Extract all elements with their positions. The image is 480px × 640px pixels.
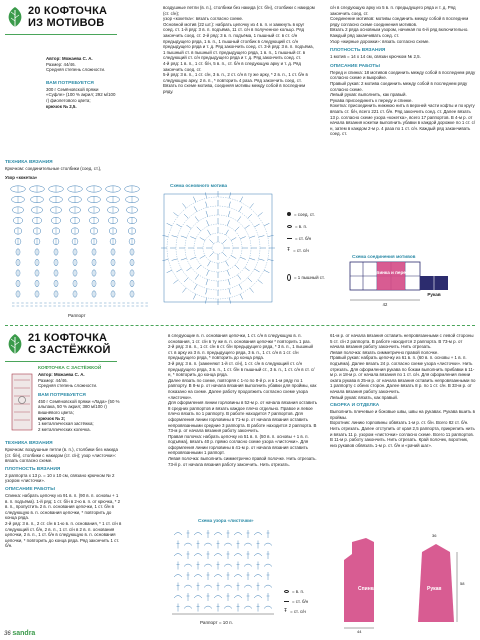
leaf-icon-1 <box>5 6 25 28</box>
motif-diagram <box>160 190 280 308</box>
page-footer: 36 sandra <box>4 630 36 637</box>
tech-text: Крючком: соединительные столбики (соед. ст.), <box>5 166 102 171</box>
svg-text:44: 44 <box>357 629 362 634</box>
article1-title: 20 КОФТОЧКА ИЗ МОТИВОВ <box>28 5 108 29</box>
svg-text:36: 36 <box>432 533 437 538</box>
tech-heading: ТЕХНИКА ВЯЗАНИЯ <box>5 160 53 165</box>
col2-para-1: воздушные петли (в. п.), столбики без накида (ст. б/н), столбики с накидом (ст. с/н); <box>163 5 315 16</box>
scheme-caption: Схема соединения мотивов <box>352 254 416 259</box>
article1-col3: с/н в следующую арку из 5 в. п. предыдущего ряда и т. д. Ряд закончить соед. ст. Соединение мотивов: мотивы соединить между собой в последнем ряду согласно схеме соединения мотивов. Вязать 2 ряда основным узором, начиная по 6-й ряд включительно. Каждый ряд заканчивать соед. ст. Узор «жирные дорожки»: вязать согласно схеме. ПЛОТНОСТЬ ВЯЗАНИЯ 1 мотив = 14 x 14 см, связан крючком № 2,5. ОПИСАНИЕ РАБОТЫ Перед и спинка: 18 мотивов соединить между собой в последнем ряду согласно схеме и выкройке. Правый рукав: 2 мотива соединить между собой в последнем ряду согласно схеме. Левый рукав: выполнить, как правый. Рукава присоединить к переду и спинке. Кокетка: присоединить нижнюю нить в верхней части кофты и по кругу вязать ст. б/н, всего 221 ст. б/н. Ряд закончить соед. ст. Далее вязать 13 р. согласно схеме узора «кокетка», всего 17 раппортов. В 4-м р. от начала вязания кокетки выполнить убавки в каждой дорожке по 1 ст. с/н, затем в каждом 2-м р. 4 раза по 1 ст. с/н. Каждый ряд заканчивать соед. ст. <box>330 5 476 137</box>
clasp-illustration <box>8 372 36 432</box>
article2-col1-lower: ТЕХНИКА ВЯЗАНИЯ Крючком: воздушные петли (в. п.), столбики без накида (ст. б/н), столбики с накидом (ст. с/н); узор «листочки»: вязать согласно схеме. ПЛОТНОСТЬ ВЯЗАНИЯ 2 раппорта x 13 р. = 10 x 10 см, связано крючком № 2 узором «листочки». ОПИСАНИЕ РАБОТЫ Спинка: набрать цепочку из 91 в. п. (90 в. п. основы + 1 в. п. подъёма). 1-й ряд: 1 ст. б/н в 2-ю в. п. от крючка, * 2 в. п., пропустить 2 в. п. основания цепочки, 1 ст. б/н в следующую в. п. основания цепочки, * повторить до конца ряда. 2-й ряд: 3 в. п., 2 ст. с/н в 1-ю в. п. основания, * 1 ст. с/н в следующий ст. б/н, 2 в. п., 1 ст. с/н в 2 в. п. основания цепочки, 2 в. п., 1 ст. б/н в следующую в. п. основания цепочки, * повторить до конца ряда. Ряд закончить 1 ст. б/н. <box>5 441 122 549</box>
article-divider <box>5 325 475 326</box>
rapport-label-1: Раппорт <box>68 313 86 318</box>
motif-legend: = соед. ст. = в. п. = ст. б/н Ŧ = ст. с/н = 1 пышный ст. <box>287 211 325 280</box>
svg-text:42: 42 <box>382 302 388 307</box>
leaf-icon-2 <box>5 333 25 355</box>
leaves-caption: Схема узора «листочки» <box>198 518 254 523</box>
col2-para-3: Основной мотив (22 шт.): набрать цепочку из 4 в. п. и замкнуть в круг соед. ст. 1-й ряд: 3 в. п. подъёма, 11 ст. с/н в полученное кольцо. Ряд закончить соед. ст. 2-й ряд: 3 в. п. подъёма, 1 пышный ст. в ст. с/н предыдущего ряда, 1 в. п., 1 пышный столбик в следующий ст. с/н предыдущего ряда и т. д. Ряд закончить соед. ст. 3-й ряд: 3 в. п. подъёма, 1 пышный ст. в пышный ст. предыдущего ряда, 1 в. п., 1 пышный ст. в следующий ст. с/н предыдущего ряда и т. д. Ряд закончить соед. ст. <box>163 21 314 61</box>
author: Автор: Можаева С. А. <box>46 56 93 61</box>
svg-text:Спинка и перед: Спинка и перед <box>373 270 409 275</box>
article2-col1: КОФТОЧКА С ЗАСТЁЖКОЙ Автор: Можаева С. А. Размер: 44/46. Средняя степень сложности. ВАМ ПОТРЕБУЕТСЯ 450 г Семёновской пряжи «Лада» (50 % альпака, 50 % акрил; 380 м/100 г) вишнёвого цвета; крючок № 2; 1 металлическая застёжка; 2 металлических колечка. <box>38 366 120 432</box>
garment-schematic <box>332 530 476 634</box>
rapport-label-2: Раппорт = 10 п. <box>200 620 233 625</box>
col2-para-5: 5-й ряд: 3 в. п., 1 ст. с/н, 3 в. п., 2 ст. с/н в ту же арку, * 2 в. п., 1 ст. б/н в следующую арку, 2 в. п., * повторить 4 раза. Ряд закончить соед. ст. Вязать по схеме мотива, соединяя мотивы между собой в последнем ряду. <box>163 72 308 94</box>
article2-col3: 61-м р. от начала вязания оставить непровязанными с левой стороны 5 ст. с/н 2 раппорта. В работе находится 2 раппорта. В 73-м р. от начала вязания работу закончить. Нить отрезать. Левая полочка: вязать симметрично правой полочке. Правый рукав: набрать цепочку из 61 в. п. (60 в. п. основы + 1 в. п. подъёма). Далее вязать 24 р. согласно схеме узора «листочки». Нить отрезать. Для оформления рукава по бокам выполнить прибавки в 11-м р. и 18-м р. от начала вязания по 1 ст. с/н. Для оформления линии оката рукава в 25-м р. от начала вязания оставить непровязанными по 1 раппорту с обеих сторон. Далее вязать 8 р. по 1 ст. с/н. В 33-м р. от начала вязания работу закончить. Левый рукав: вязать, как правый. СБОРКА И ОТДЕЛКА Выполнить плечевые и боковые швы, швы на рукавах. Рукава вшить в проймы. Воротник: линию горловины обвязать 1-м р. ст. б/н. Всего 82 ст. б/н. Нить отрезать. Далее отступить от края 2,5 раппорта, прикрепить нить и вязать 11 р. узором «листочки» согласно схеме. Всего 11 раппортов. В 11-м р. работу закончить. Нить отрезать. Край полочек, воротник, низ рукавов обвязать 1-м р. ст. б/н и «рачий шаг». <box>330 333 476 448</box>
svg-text:Рукав: Рукав <box>427 586 442 592</box>
article1-tech <box>5 160 120 180</box>
motif-caption: Схема основного мотива <box>170 183 228 188</box>
difficulty: Средняя степень сложности. <box>46 67 106 73</box>
article2-title-underline <box>5 361 117 362</box>
svg-text:Рукав: Рукав <box>427 292 441 297</box>
article2-col2: в следующие в. п. основания цепочки, 1 ст. с/н в следующую в. п. основания, 1 ст. с/н в ту же в. п. основания цепочки * повторить 1 раз. 2-й ряд: 3 в. п., 1 ст. с/н в ст. б/н предыдущего ряда, * 3 в. п., 1 пышный ст. в арку из 3 в. п. предыдущего ряда, 3 в. п., 1 ст. с/н в 1 ст. с/н предыдущего ряда, * повторить до конца ряда. 3-й ряд: 3 в. п. (заменяют 1-й ст. с/н), 1 ст. с/н в следующий ст. с/н предыдущего ряда, 3 в. п., 1 ст. б/н в пышный ст., 3 в. п., 1 ст. с/н в ст. с/н, * повторить до конца ряда. Далее вязать по схеме, повторяя с 1-го по 8-й р. и в 1-м ряду по 1 раппорту. В 8-м р. от начала вязания выполнить убавки для проймы, как показано на схеме. Далее работу продолжить согласно схеме узора «листочки». Для оформления линии горловины в 52-м р. от начала вязания оставить 8 средних раппортов и вязать каждое плечо отдельно. Правое и левое плечо вязать по 1 раппорту. В работе находится 7 раппортов. Для оформления линии горловины в 71-м р. от начала вязания оставить непровязанными средние 3 раппорта. В работе находится 2 раппорта. В 73-м р. от начала вязания работу закончить. Правая полочка: набрать цепочку из 51 в. п. (50 в. п. основы + 1 в. п. подъёма), вязать 40 р. прямо согласно схеме узора «листочки». Для оформления линии горловины в 41-м р. от начала вязания оставить непровязанными 1 раппорт. Левая полочка: выполнить симметрично правой полочке. Нить отрезать. 73-й р. от начала вязания работу закончить. Нить отрезать. <box>168 333 318 467</box>
col2-para-2: узор «кокетка»: вязать согласно схеме. <box>163 16 244 22</box>
need-text: 300 г Семёновской пряжи «Суфле» (100 % акрил; 292 м/100 г) фиолетового цвета; <box>46 86 116 103</box>
hook: крючок № 2,5. <box>46 103 77 109</box>
yoke-pattern-diagram <box>10 185 150 310</box>
joining-scheme <box>345 260 455 308</box>
article2-title: 21 КОФТОЧКА С ЗАСТЁЖКОЙ <box>28 332 111 356</box>
article1-col2 <box>163 5 315 95</box>
article1-title-underline <box>5 34 117 35</box>
size: Размер: 44/46. <box>46 61 76 67</box>
svg-text:Спинка: Спинка <box>358 586 377 592</box>
article1-col1 <box>46 56 118 109</box>
col2-para-4: 4-й ряд: 1 в. п., 1 ст. б/н, 5 в. п., ст. б/н в следующую арку и т. д. Ряд закончить соед. ст. <box>163 60 301 72</box>
leaves-legend: = в. п. = ст. б/н Ŧ = ст. с/н <box>284 588 309 614</box>
svg-text:58: 58 <box>460 581 465 586</box>
pattern-label: Узор «кокетка» <box>5 174 38 180</box>
need-heading: ВАМ ПОТРЕБУЕТСЯ <box>46 80 94 86</box>
leaves-pattern-diagram <box>168 524 278 618</box>
